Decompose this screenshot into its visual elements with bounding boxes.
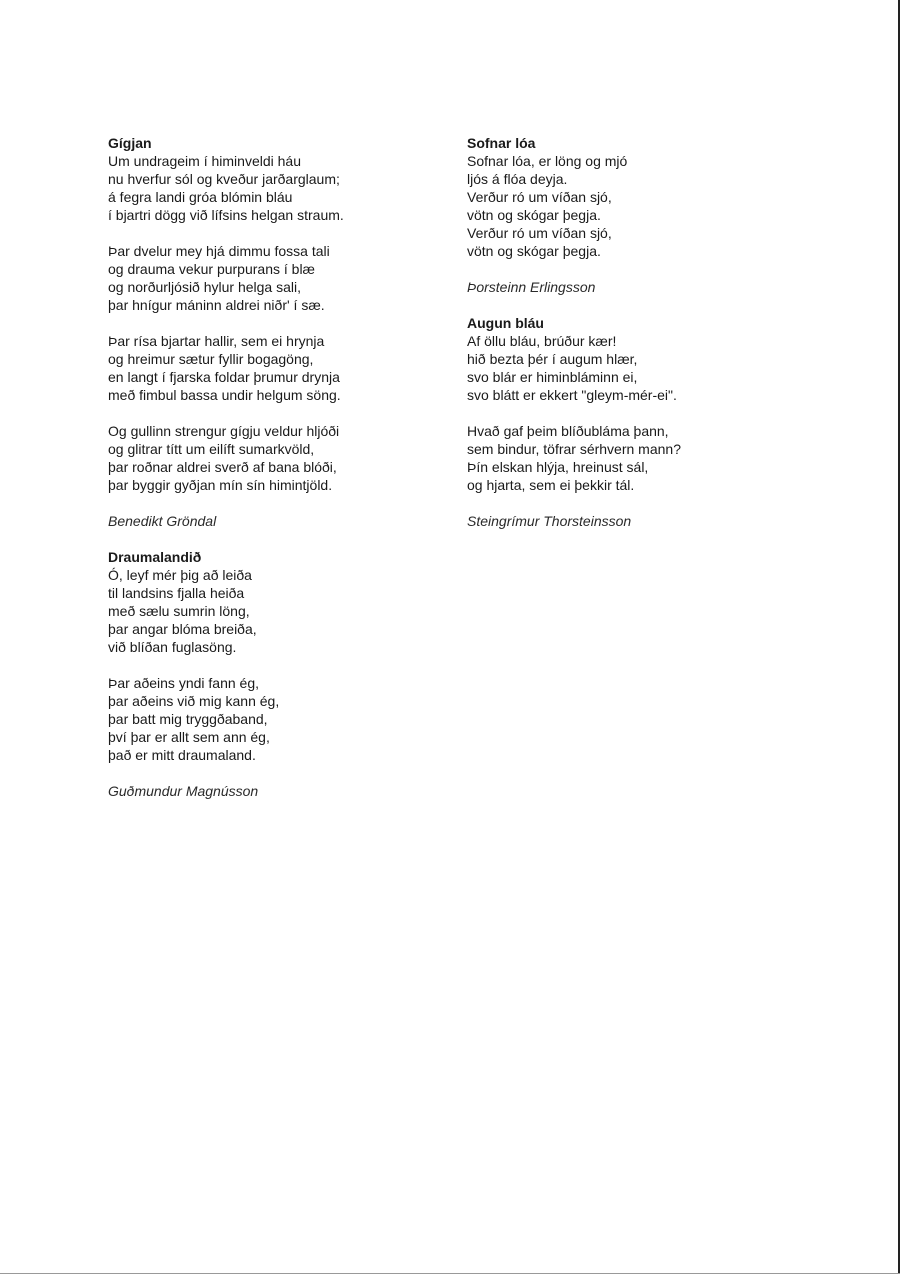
poem-line: nu hverfur sól og kveður jarðarglaum; [108, 171, 340, 187]
poem-line: sem bindur, töfrar sérhvern mann? [467, 441, 681, 457]
poem-author: Steingrímur Thorsteinsson [467, 513, 632, 529]
poem-line: þar batt mig tryggðaband, [108, 711, 268, 727]
poem-line: Og gullinn strengur gígju veldur hljóði [108, 423, 340, 439]
poem-line: Sofnar lóa, er löng og mjó [467, 153, 628, 169]
poem-line: Verður ró um víðan sjó, [467, 225, 612, 241]
poem-line: svo blár er himinbláminn ei, [467, 369, 638, 385]
poem-title: Augun bláu [467, 315, 544, 331]
poem-line: þar roðnar aldrei sverð af bana blóði, [108, 459, 337, 475]
poem-line: vötn og skógar þegja. [467, 243, 601, 259]
poem-line: það er mitt draumaland. [108, 747, 256, 763]
poem-title: Sofnar lóa [467, 135, 536, 151]
poem-line: hið bezta þér í augum hlær, [467, 351, 638, 367]
right-column [467, 134, 807, 548]
poem-line: Verður ró um víðan sjó, [467, 189, 612, 205]
poem-line: svo blátt er ekkert "gleym-mér-ei". [467, 387, 677, 403]
stanza [108, 674, 448, 764]
poem-line: Þar dvelur mey hjá dimmu fossa tali [108, 243, 330, 259]
poem-line: en langt í fjarska foldar þrumur drynja [108, 369, 340, 385]
poem-line: Hvað gaf þeim blíðubláma þann, [467, 423, 669, 439]
poem-line: og hjarta, sem ei þekkir tál. [467, 477, 635, 493]
stanza [467, 152, 807, 260]
poem-augun-blau [467, 314, 807, 530]
poem-line: við blíðan fuglasöng. [108, 639, 237, 655]
poem-title: Gígjan [108, 135, 152, 151]
poem-line: Af öllu bláu, brúður kær! [467, 333, 617, 349]
left-column [108, 134, 448, 818]
poem-title: Draumalandið [108, 549, 202, 565]
poem-line: í bjartri dögg við lífsins helgan straum. [108, 207, 344, 223]
poem-line: þar angar blóma breiða, [108, 621, 257, 637]
poem-author: Guðmundur Magnússon [108, 783, 259, 799]
stanza [108, 566, 448, 656]
poem-line: og hreimur sætur fyllir bogagöng, [108, 351, 314, 367]
poem-line: því þar er allt sem ann ég, [108, 729, 270, 745]
poem-line: Um undrageim í himinveldi háu [108, 153, 301, 169]
stanza [108, 152, 448, 224]
poem-line: þar byggir gyðjan mín sín himintjöld. [108, 477, 333, 493]
poem-sofnar-loa [467, 134, 807, 296]
poem-line: vötn og skógar þegja. [467, 207, 601, 223]
poem-line: með fimbul bassa undir helgum söng. [108, 387, 341, 403]
poem-line: til landsins fjalla heiða [108, 585, 245, 601]
poem-line: ljós á flóa deyja. [467, 171, 568, 187]
poem-line: þar hnígur máninn aldrei niðr' í sæ. [108, 297, 325, 313]
poem-line: og glitrar títt um eilíft sumarkvöld, [108, 441, 315, 457]
poem-gigjan [108, 134, 448, 530]
stanza [108, 332, 448, 404]
poem-author: Þorsteinn Erlingsson [467, 279, 596, 295]
stanza [108, 242, 448, 314]
poem-line: og norðurljósið hylur helga sali, [108, 279, 301, 295]
stanza [108, 422, 448, 494]
poem-line: Þar aðeins yndi fann ég, [108, 675, 259, 691]
poem-line: Þín elskan hlýja, hreinust sál, [467, 459, 649, 475]
poem-author: Benedikt Gröndal [108, 513, 217, 529]
poem-line: þar aðeins við mig kann ég, [108, 693, 280, 709]
poem-line: Þar rísa bjartar hallir, sem ei hrynja [108, 333, 325, 349]
poem-line: og drauma vekur purpurans í blæ [108, 261, 315, 277]
poem-line: á fegra landi gróa blómin bláu [108, 189, 293, 205]
poem-line: með sælu sumrin löng, [108, 603, 250, 619]
stanza [467, 332, 807, 404]
poem-draumalandi [108, 548, 448, 800]
poem-line: Ó, leyf mér þig að leiða [108, 567, 252, 583]
stanza [467, 422, 807, 494]
